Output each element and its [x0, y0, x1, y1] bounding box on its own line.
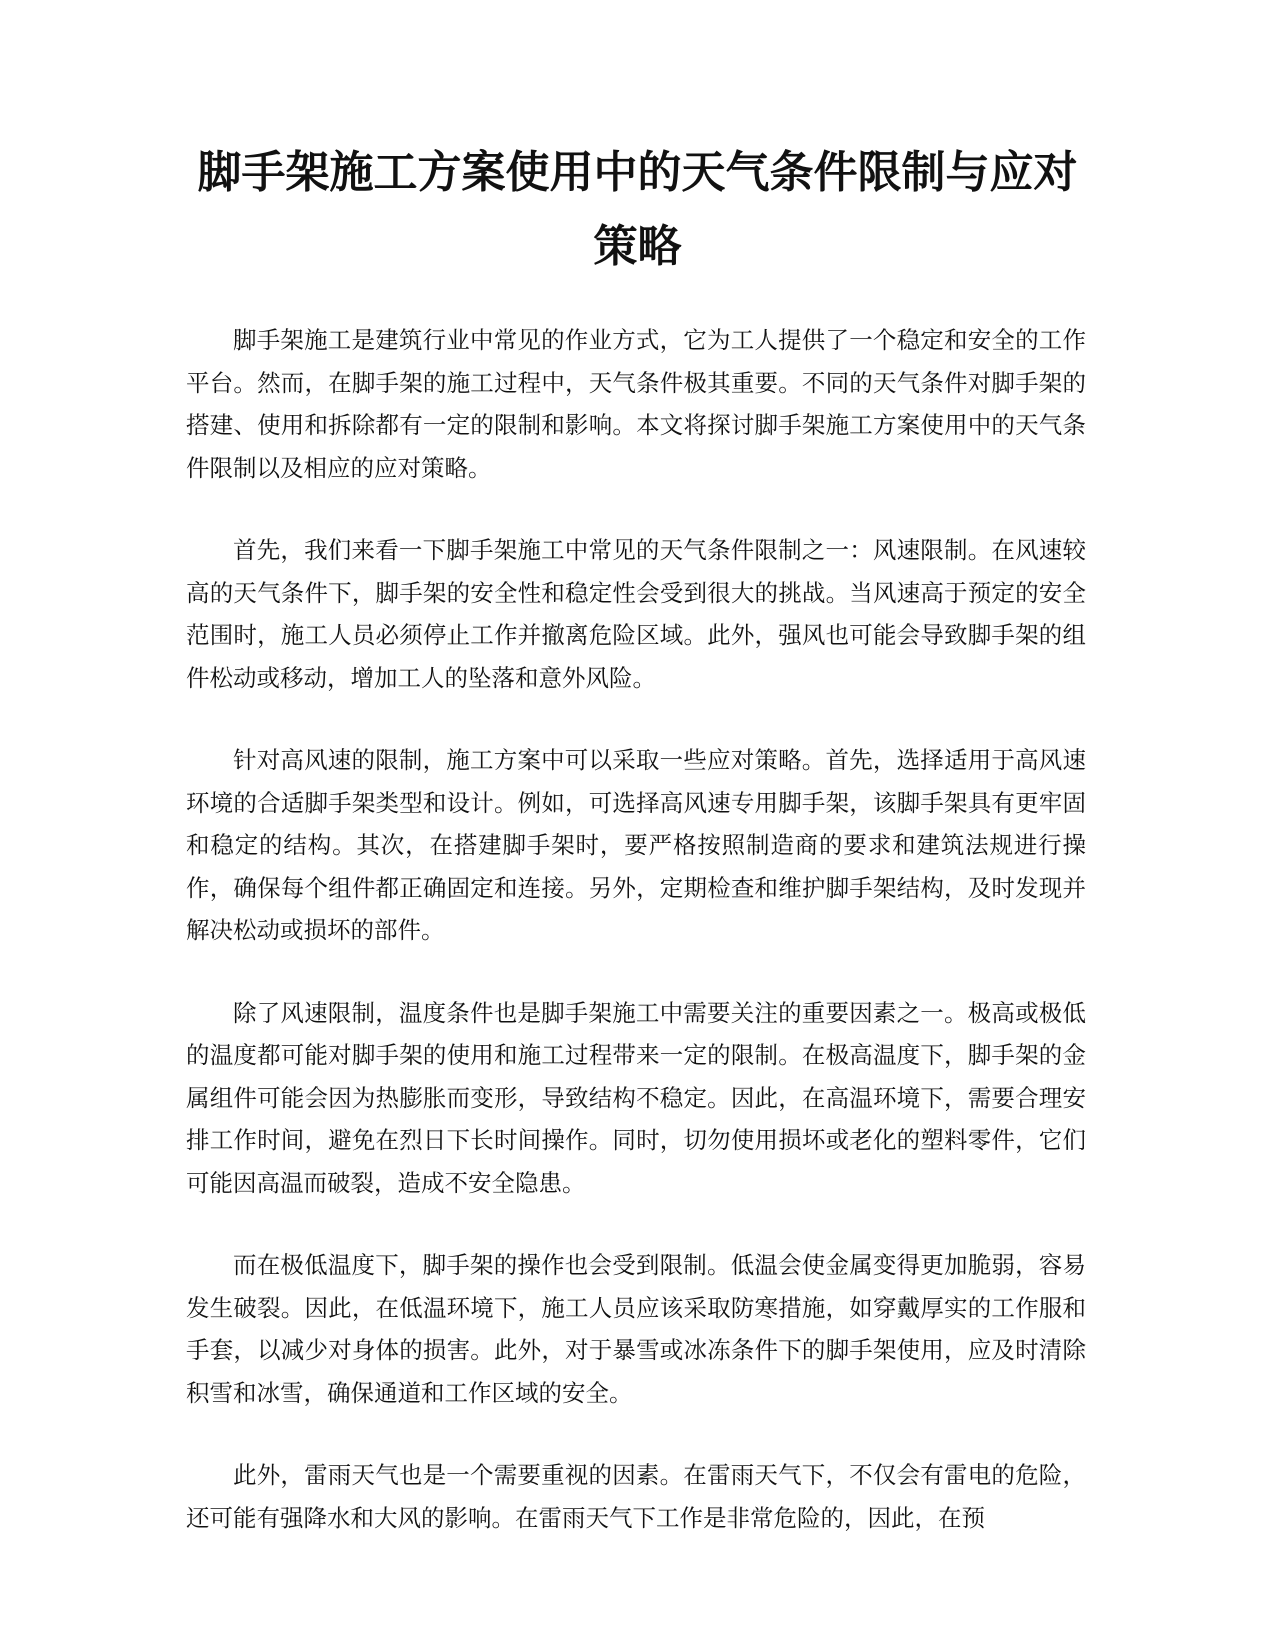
paragraph-3: 针对高风速的限制，施工方案中可以采取一些应对策略。首先，选择适用于高风速环境的合适脚手架类型和设计。例如，可选择高风速专用脚手架，该脚手架具有更牢固和稳定的结构。其次，在搭建脚手架时，要严格按照制造商的要求和建筑法规进行操作，确保每个组件都正确固定和连接。另外，定期检查和维护脚手架结构，及时发现并解决松动或损坏的部件。	[186, 746, 1086, 944]
paragraph-1: 脚手架施工是建筑行业中常见的作业方式，它为工人提供了一个稳定和安全的工作平台。然而，在脚手架的施工过程中，天气条件极其重要。不同的天气条件对脚手架的搭建、使用和拆除都有一定的限制和影响。本文将探讨脚手架施工方案使用中的天气条件限制以及相应的应对策略。	[186, 326, 1086, 482]
paragraph-6: 此外，雷雨天气也是一个需要重视的因素。在雷雨天气下，不仅会有雷电的危险，还可能有强降水和大风的影响。在雷雨天气下工作是非常危险的，因此，在预	[186, 1461, 1086, 1532]
document-title: 脚手架施工方案使用中的天气条件限制与应对策略	[197, 147, 1078, 272]
paragraph-2: 首先，我们来看一下脚手架施工中常见的天气条件限制之一：风速限制。在风速较高的天气条件下，脚手架的安全性和稳定性会受到很大的挑战。当风速高于预定的安全范围时，施工人员必须停止工作并撤离危险区域。此外，强风也可能会导致脚手架的组件松动或移动，增加工人的坠落和意外风险。	[186, 536, 1086, 692]
paragraph-5: 而在极低温度下，脚手架的操作也会受到限制。低温会使金属变得更加脆弱，容易发生破裂。因此，在低温环境下，施工人员应该采取防寒措施，如穿戴厚实的工作服和手套，以减少对身体的损害。此外，对于暴雪或冰冻条件下的脚手架使用，应及时清除积雪和冰雪，确保通道和工作区域的安全。	[186, 1251, 1086, 1407]
document-body	[186, 319, 1086, 1579]
paragraph-4: 除了风速限制，温度条件也是脚手架施工中需要关注的重要因素之一。极高或极低的温度都可能对脚手架的使用和施工过程带来一定的限制。在极高温度下，脚手架的金属组件可能会因为热膨胀而变形，导致结构不稳定。因此，在高温环境下，需要合理安排工作时间，避免在烈日下长时间操作。同时，切勿使用损坏或老化的塑料零件，它们可能因高温而破裂，造成不安全隐患。	[186, 998, 1086, 1197]
